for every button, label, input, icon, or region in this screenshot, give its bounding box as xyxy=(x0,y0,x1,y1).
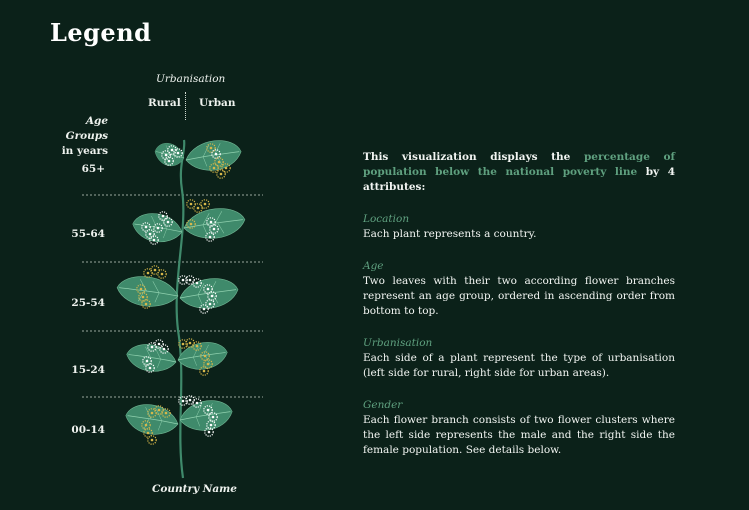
age-group-55-64: 55-64 xyxy=(71,228,105,240)
section-age-text: Two leaves with their two according flower branches represent an age group, ordered in ascending order from bottom to top. xyxy=(363,275,675,317)
age-group-25-54: 25-54 xyxy=(71,297,105,309)
country-name-label: Country Name xyxy=(152,483,237,495)
poverty-line-highlight: percentage of population below the national poverty line xyxy=(363,151,675,178)
leaves-00-14 xyxy=(126,401,232,435)
urban-label: Urban xyxy=(199,97,236,109)
age-group-15-24: 15-24 xyxy=(71,364,105,376)
section-gender-title: Gender xyxy=(363,399,403,411)
section-location xyxy=(363,212,675,242)
rural-label: Rural xyxy=(148,97,181,109)
age-groups-line1: Age Groups xyxy=(65,115,108,142)
leaves-65plus xyxy=(155,141,241,171)
section-urbanisation-title: Urbanisation xyxy=(363,337,433,349)
section-urbanisation-text: Each side of a plant represent the type of urbanisation (left side for rural, right side for urban areas). xyxy=(363,352,675,379)
legend-title: Legend xyxy=(50,18,152,47)
plant-stem xyxy=(177,140,185,478)
age-group-65plus: 65+ xyxy=(81,163,105,175)
section-gender-text: Each flower branch consists of two flower clusters where the left side represents the male and the right side the female population. See details below. xyxy=(363,414,675,456)
section-age-title: Age xyxy=(363,260,384,272)
urbanisation-label: Urbanisation xyxy=(156,73,226,85)
intro-text xyxy=(363,150,675,195)
section-urbanisation xyxy=(363,336,675,381)
section-gender xyxy=(363,398,675,458)
intro-before: This visualization displays the xyxy=(363,151,584,163)
age-groups-line2: in years xyxy=(61,145,108,157)
leaves-15-24 xyxy=(127,342,228,371)
section-age xyxy=(363,259,675,319)
description-panel xyxy=(363,150,675,458)
age-group-00-14: 00-14 xyxy=(71,424,105,436)
section-location-text: Each plant represents a country. xyxy=(363,228,537,240)
intro-after: by 4 attributes: xyxy=(363,166,675,193)
section-location-title: Location xyxy=(363,213,410,225)
